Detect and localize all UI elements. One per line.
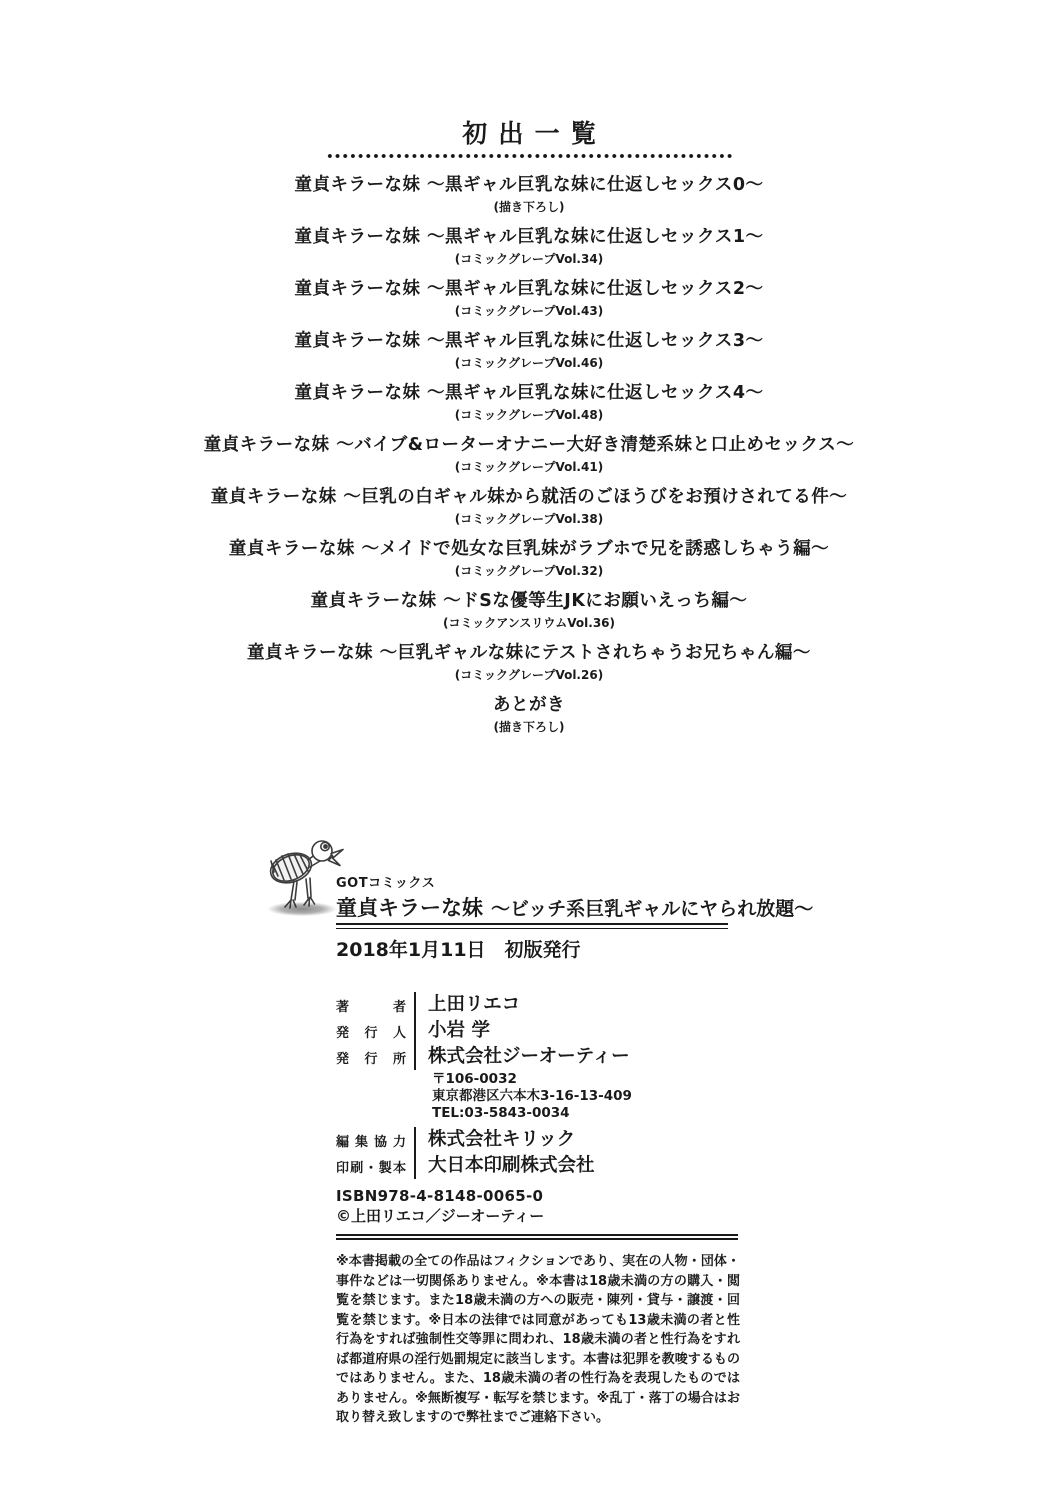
entry-title: 童貞キラーな妹 ～黒ギャル巨乳な妹に仕返しセックス3～ <box>294 331 764 351</box>
postal-code: 〒106-0032 <box>432 1071 517 1087</box>
publication-entry <box>0 432 1058 477</box>
legal-disclaimer: ※本書掲載の全ての作品はフィクションであり、実在の人物・団体・事件などは一切関係ありません。※本書は18歳未満の方の購入・閲覧を禁じます。また18歳未満の方への販売・陳列・貸与・譲渡・回覧を禁じます。※日本の法律では同意があっても13歳未満の者と性行為をすれば強制性交等罪に問われ、18歳未満の者と性行為をすれば都道府県の淫行処罰規定に該当します。本書は犯罪を教唆するものではありません。また、18歳未満の者の性行為を表現したものではありません。※無断複写・転写を禁じます。※乱丁・落丁の場合はお取り替え致しますので弊社までご連絡下さい。 <box>336 1254 740 1425</box>
credit-row-editing <box>336 1127 896 1153</box>
entry-title: 童貞キラーな妹 ～巨乳ギャルな妹にテストされちゃうお兄ちゃん編～ <box>247 643 811 663</box>
entry-title: 童貞キラーな妹 ～ドSな優等生JKにお願いえっち編～ <box>310 591 748 611</box>
book-title-main: 童貞キラーな妹 <box>336 896 483 920</box>
publication-entry <box>0 224 1058 269</box>
entry-source: (コミックグレープVol.34) <box>454 252 604 266</box>
credit-value: 株式会社ジーオーティー <box>414 1044 630 1070</box>
entry-title: 童貞キラーな妹 ～バイブ&ローターオナニー大好き清楚系妹と口止めセックス～ <box>203 435 855 455</box>
publication-entry <box>0 692 1058 737</box>
divider-rule <box>336 1234 738 1240</box>
credit-value: 株式会社キリック <box>414 1127 575 1153</box>
publication-entry <box>0 536 1058 581</box>
credit-value: 小岩 学 <box>414 1018 490 1044</box>
entry-title: 童貞キラーな妹 ～黒ギャル巨乳な妹に仕返しセックス2～ <box>294 279 764 299</box>
book-title <box>336 895 896 923</box>
entry-source: (コミックグレープVol.48) <box>454 408 604 422</box>
entry-source: (描き下ろし) <box>493 200 565 214</box>
entry-title: 童貞キラーな妹 ～メイドで処女な巨乳妹がラブホで兄を誘惑しちゃう編～ <box>228 539 830 559</box>
credit-label: 発行人 <box>336 1025 406 1041</box>
copyright: ©上田リエコ／ジーオーティー <box>336 1207 545 1225</box>
entry-source: (コミックグレープVol.41) <box>454 460 604 474</box>
credit-label: 発行所 <box>336 1051 406 1067</box>
publisher-address <box>336 1071 896 1122</box>
entry-title: 童貞キラーな妹 ～黒ギャル巨乳な妹に仕返しセックス1～ <box>294 227 764 247</box>
entry-source: (コミックグレープVol.32) <box>454 564 604 578</box>
publication-entry <box>0 484 1058 529</box>
publication-list-title: 初出一覧 <box>462 119 608 148</box>
entry-source: (コミックアンスリウムVol.36) <box>442 616 616 630</box>
entry-source: (コミックグレープVol.43) <box>454 304 604 318</box>
entry-title: あとがき <box>493 695 565 715</box>
entry-source: (描き下ろし) <box>493 720 565 734</box>
address-line: 東京都港区六本木3-16-13-409 <box>432 1088 632 1104</box>
publication-list <box>0 120 1058 744</box>
colophon <box>336 876 896 1428</box>
dotted-divider <box>326 153 732 159</box>
edition-date: 2018年1月11日 初版発行 <box>336 939 581 961</box>
credit-row-publisher <box>336 1044 896 1070</box>
book-title-subtitle: ～ビッチ系巨乳ギャルにヤられ放題～ <box>491 898 814 920</box>
entry-title: 童貞キラーな妹 ～黒ギャル巨乳な妹に仕返しセックス4～ <box>294 383 764 403</box>
credit-row-printing <box>336 1153 896 1179</box>
credit-label: 印刷・製本 <box>336 1160 406 1176</box>
entry-source: (コミックグレープVol.38) <box>454 512 604 526</box>
entry-title: 童貞キラーな妹 ～黒ギャル巨乳な妹に仕返しセックス0～ <box>294 175 764 195</box>
entry-source: (コミックグレープVol.26) <box>454 668 604 682</box>
credit-value: 大日本印刷株式会社 <box>414 1153 595 1179</box>
credit-label: 著者 <box>336 999 406 1015</box>
logo-shadow <box>268 902 336 916</box>
series-label: GOTコミックス <box>336 876 436 891</box>
phone-line: TEL:03-5843-0034 <box>432 1105 570 1121</box>
credit-label: 編集協力 <box>336 1134 406 1150</box>
publication-entry <box>0 328 1058 373</box>
entry-source: (コミックグレープVol.46) <box>454 356 604 370</box>
title-underline <box>336 923 728 929</box>
publication-entry <box>0 640 1058 685</box>
credit-row-author <box>336 992 896 1018</box>
credit-value: 上田リエコ <box>414 992 520 1018</box>
credits-table <box>336 992 896 1179</box>
publication-entry <box>0 588 1058 633</box>
publication-entry <box>0 172 1058 217</box>
entry-title: 童貞キラーな妹 ～巨乳の白ギャル妹から就活のごほうびをお預けされてる件～ <box>210 487 848 507</box>
publication-entry <box>0 380 1058 425</box>
credit-row-publisher-person <box>336 1018 896 1044</box>
isbn: ISBN978-4-8148-0065-0 <box>336 1187 544 1205</box>
publication-entry <box>0 276 1058 321</box>
